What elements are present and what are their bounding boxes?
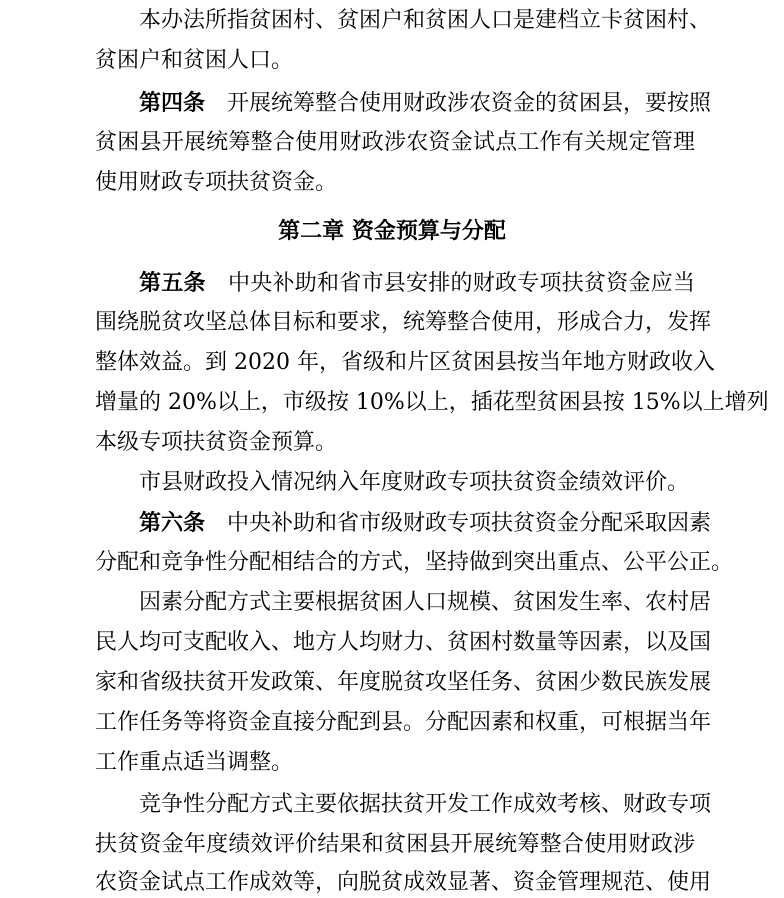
paragraph-line: 工作重点适当调整。 [95,750,294,775]
article-6-label: 第六条 [139,510,206,536]
article-4-line [139,88,712,118]
article-4-label: 第四条 [139,90,206,116]
article-6-line [139,508,712,538]
paragraph-line: 使用财政专项扶贫资金。 [95,170,338,195]
paragraph-line: 本级专项扶贫资金预算。 [95,430,338,455]
paragraph-line: 扶贫资金年度绩效评价结果和贫困县开展统筹整合使用财政涉 [95,832,695,857]
article-5-label: 第五条 [139,270,206,296]
paragraph-line: 贫困户和贫困人口。 [95,48,294,73]
chapter-heading: 第二章 资金预算与分配 [278,218,506,244]
paragraph-text: 开展统筹整合使用财政涉农资金的贫困县，要按照 [227,91,712,116]
article-5-line [139,268,695,298]
paragraph-line: 本办法所指贫困村、贫困户和贫困人口是建档立卡贫困村、 [139,8,712,33]
paragraph-line: 农资金试点工作成效等，向脱贫成效显著、资金管理规范、使用 [95,870,712,895]
paragraph-line: 民人均可支配收入、地方人均财力、贫困村数量等因素，以及国 [95,630,712,655]
paragraph-line: 围绕脱贫攻坚总体目标和要求，统筹整合使用，形成合力，发挥 [95,310,712,335]
paragraph-line: 分配和竞争性分配相结合的方式，坚持做到突出重点、公平公正。 [95,550,734,575]
paragraph-line: 市县财政投入情况纳入年度财政专项扶贫资金绩效评价。 [139,470,690,495]
paragraph-text: 中央补助和省市县安排的财政专项扶贫资金应当 [227,271,695,296]
paragraph-line: 工作任务等将资金直接分配到县。分配因素和权重，可根据当年 [95,710,712,735]
paragraph-line: 家和省级扶贫开发政策、年度脱贫攻坚任务、贫困少数民族发展 [95,670,712,695]
paragraph-line: 整体效益。到 2020 年，省级和片区贫困县按当年地方财政收入 [95,350,715,375]
paragraph-line: 贫困县开展统筹整合使用财政涉农资金试点工作有关规定管理 [95,130,695,155]
paragraph-line: 增量的 20%以上，市级按 10%以上，插花型贫困县按 15%以上增列 [95,390,769,415]
paragraph-text: 中央补助和省市级财政专项扶贫资金分配采取因素 [227,511,712,536]
paragraph-line: 竞争性分配方式主要依据扶贫开发工作成效考核、财政专项 [139,792,712,817]
paragraph-line: 因素分配方式主要根据贫困人口规模、贫困发生率、农村居 [139,590,712,615]
